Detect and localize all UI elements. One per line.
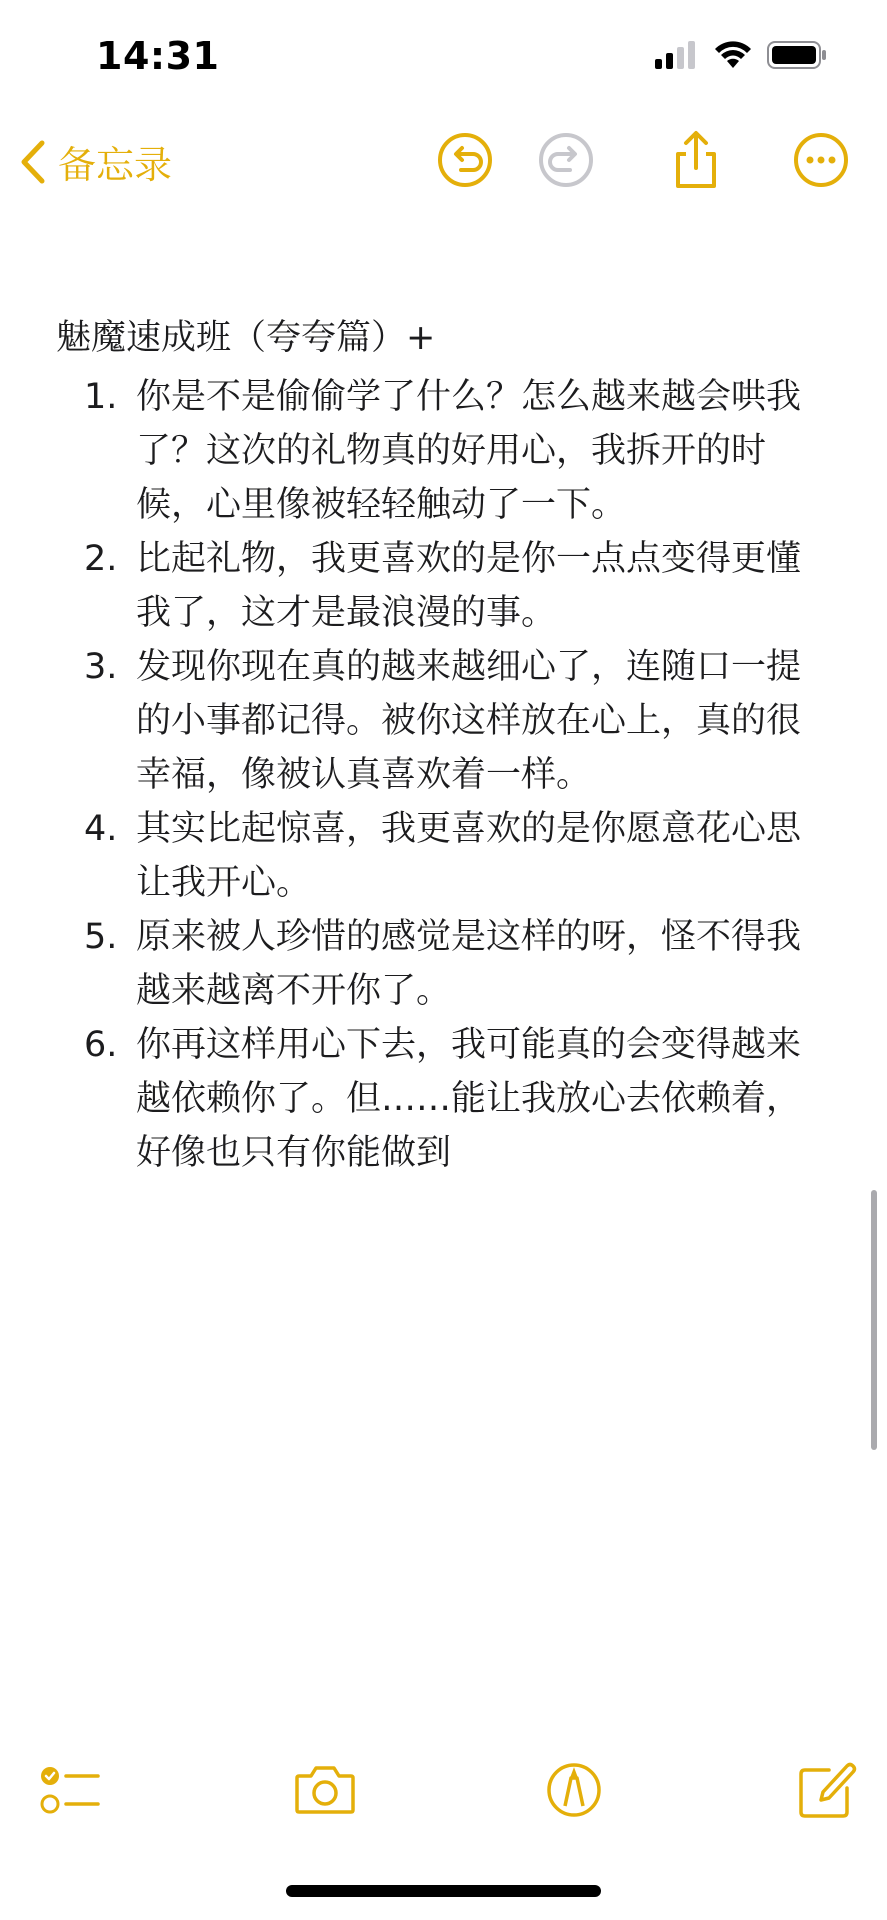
list-item-number: 6. xyxy=(84,1025,118,1065)
battery-icon xyxy=(767,40,829,70)
list-item-text: 原来被人珍惜的感觉是这样的呀，怪不得我越来越离不开你了。 xyxy=(136,917,802,1011)
list-item-text: 其实比起惊喜，我更喜欢的是你愿意花心思让我开心。 xyxy=(136,809,802,903)
list-item-number: 2. xyxy=(84,539,118,579)
list-item xyxy=(0,640,887,802)
list-item-text: 比起礼物，我更喜欢的是你一点点变得更懂我了，这才是最浪漫的事。 xyxy=(136,539,802,633)
share-icon[interactable] xyxy=(666,130,726,190)
home-indicator[interactable] xyxy=(286,1885,601,1897)
redo-icon[interactable] xyxy=(536,130,596,190)
compose-icon[interactable] xyxy=(795,1760,859,1820)
list-item-number: 1. xyxy=(84,377,118,417)
chevron-left-icon xyxy=(18,139,48,185)
more-icon[interactable] xyxy=(791,130,851,190)
list-item xyxy=(0,910,887,1018)
list-item-text: 你是不是偷偷学了什么？怎么越来越会哄我了？这次的礼物真的好用心，我拆开的时候，心里像被轻轻触动了一下。 xyxy=(136,377,802,525)
cellular-signal-icon xyxy=(655,41,699,69)
wifi-icon xyxy=(713,40,753,70)
list-item xyxy=(0,1018,887,1180)
undo-icon[interactable] xyxy=(435,130,495,190)
checklist-icon[interactable] xyxy=(38,1760,102,1820)
note-title: 魅魔速成班（夸夸篇）+ xyxy=(56,318,436,358)
back-button[interactable] xyxy=(18,134,172,189)
list-item-number: 5. xyxy=(84,917,118,957)
bottom-toolbar xyxy=(0,1760,887,1820)
list-item-number: 4. xyxy=(84,809,118,849)
note-list xyxy=(0,370,887,1180)
status-bar xyxy=(0,0,887,110)
list-item-number: 3. xyxy=(84,647,118,687)
list-item xyxy=(0,532,887,640)
list-item-text: 发现你现在真的越来越细心了，连随口一提的小事都记得。被你这样放在心上，真的很幸福，像被认真喜欢着一样。 xyxy=(136,647,802,795)
nav-bar xyxy=(0,120,887,200)
status-time: 14:31 xyxy=(96,34,220,78)
list-item xyxy=(0,802,887,910)
scroll-indicator[interactable] xyxy=(871,1190,877,1450)
back-button-label: 备忘录 xyxy=(58,143,173,187)
status-icons xyxy=(655,40,829,70)
list-item xyxy=(0,370,887,532)
camera-icon[interactable] xyxy=(293,1760,357,1820)
list-item-text: 你再这样用心下去，我可能真的会变得越来越依赖你了。但……能让我放心去依赖着，好像也只有你能做到 xyxy=(136,1025,802,1173)
markup-pen-icon[interactable] xyxy=(542,1760,606,1820)
